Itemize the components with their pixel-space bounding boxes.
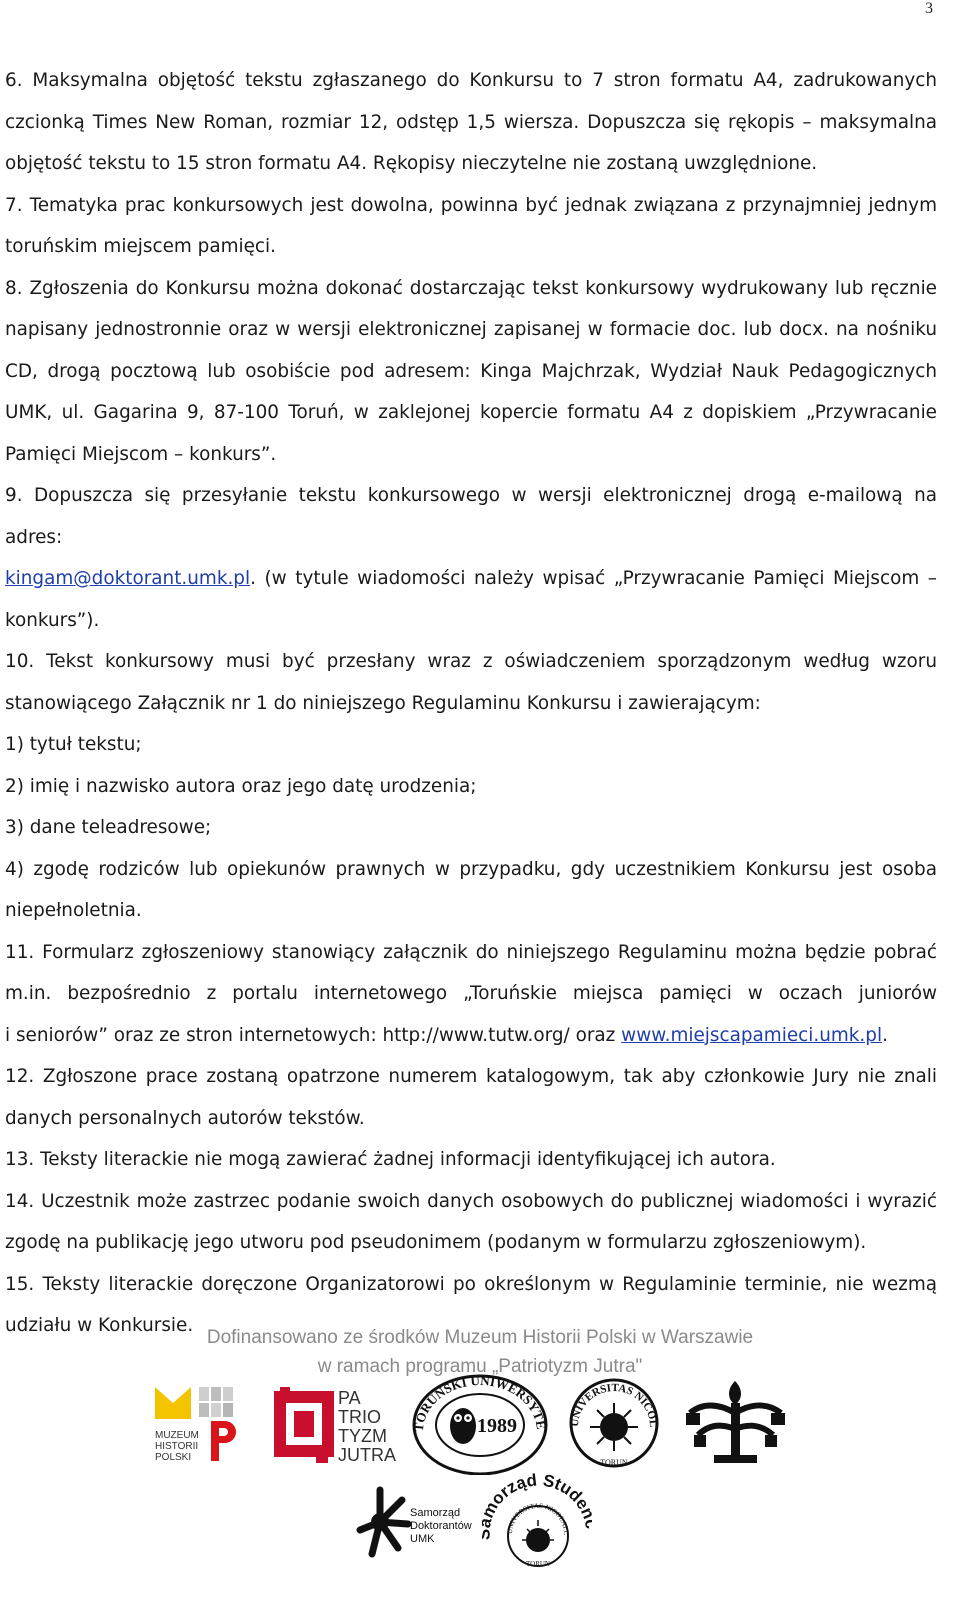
samorzad-doktorantow-logo xyxy=(358,1482,478,1562)
tree-emblem-logo xyxy=(678,1373,793,1471)
list-item-1: 1) tytuł tekstu; xyxy=(5,734,142,755)
mhp-word-3: POLSKI xyxy=(155,1452,192,1463)
paragraph-8-line-3: CD, drogą pocztową lub osobiście pod adresem: Kinga Majchrzak, Wydział Nauk Pedagogicznych xyxy=(5,360,937,382)
mhp-word-2: HISTORII xyxy=(155,1441,199,1452)
page-number: 3 xyxy=(925,0,933,17)
ss-city: TORUN xyxy=(526,1560,550,1568)
paragraph-10-line-1: 10. Tekst konkursowy musi być przesłany wraz z oświadczeniem sporządzonym według wzoru xyxy=(5,651,937,672)
utw-ring-text: TORUŃSKI UNIWERSYTE xyxy=(410,1372,550,1433)
paragraph-14-line-2: zgodę na publikację jego utworu pod pseudonimem (podanym w formularzu zgłoszeniowym). xyxy=(5,1232,867,1253)
samorzad-studencki-logo xyxy=(482,1470,592,1570)
paragraph-8-line-1: 8. Zgłoszenia do Konkursu można dokonać dostarczając tekst konkursowy wydrukowany lub ręcznie xyxy=(5,277,937,299)
paragraph-11-line-2: m.in. bezpośrednio z portalu internetowego „Toruńskie miejsca pamięci w oczach juniorów xyxy=(5,983,937,1004)
paragraph-6-line-3: objętość tekstu to 15 stron formatu A4. Rękopisy nieczytelne nie zostaną uwzględnione. xyxy=(5,153,818,174)
paragraph-8-line-5: Pamięci Miejscom – konkurs”. xyxy=(5,443,277,465)
patriotyzm-word-4: JUTRA xyxy=(338,1445,396,1465)
mhp-word-1: MUZEUM xyxy=(155,1430,199,1441)
paragraph-12-line-1: 12. Zgłoszone prace zostaną opatrzone numerem katalogowym, tak aby członkowie Jury nie znali xyxy=(5,1066,937,1087)
ss-ring-text: orząd Stude xyxy=(487,1470,592,1513)
paragraph-8-line-2: napisany jednostronnie oraz w wersji elektronicznej zapisanej w formacie doc. lub docx. na nośniku xyxy=(5,319,937,340)
sd-word-3: UMK xyxy=(410,1533,435,1545)
paragraph-15-line-1: 15. Teksty literackie doręczone Organizatorowi po określonym w Regulaminie terminie, nie wezmą xyxy=(5,1273,937,1295)
list-item-3: 3) dane teleadresowe; xyxy=(5,817,212,838)
patriotyzm-jutra-logo xyxy=(272,1385,396,1465)
paragraph-12-line-2: danych personalnych autorów tekstów. xyxy=(5,1107,365,1129)
paragraph-9-line-2 xyxy=(5,558,937,600)
ss-inner-text: UNIVERSITAS NICOLAI C xyxy=(505,1501,571,1536)
patriotyzm-word-1: PA xyxy=(338,1388,361,1408)
paragraph-6-line-1: 6. Maksymalna objętość tekstu zgłaszanego do Konkursu to 7 stron formatu A4, zadrukowanych xyxy=(5,70,937,91)
patriotyzm-word-2: TRIO xyxy=(338,1407,381,1427)
sd-word-1: Samorząd xyxy=(410,1507,461,1519)
umk-ring-text: UNIVERSITAS NICOL xyxy=(568,1381,660,1428)
utw-year: 1989 xyxy=(477,1415,517,1437)
paragraph-6-line-2: czcionką Times New Roman, rozmiar 12, odstęp 1,5 wiersza. Dopuszcza się rękopis – maksymalna xyxy=(5,111,937,133)
paragraph-9-line-3: konkurs”). xyxy=(5,609,100,631)
paragraph-11-line-1: 11. Formularz zgłoszeniowy stanowiący załącznik do niniejszego Regulaminu można będzie pobrać xyxy=(5,941,937,963)
torunski-uniwersytet-trzeciego-wieku-logo xyxy=(405,1370,555,1475)
paragraph-11-line-3 xyxy=(5,1015,937,1057)
funding-line-2: w ramach programu „Patriotyzm Jutra" xyxy=(317,1356,643,1377)
paragraph-9-text: . (w tytule wiadomości należy wpisać „Przywracanie Pamięci Miejscom – xyxy=(250,568,937,589)
paragraph-15-line-2: udziału w Konkursie. xyxy=(5,1315,194,1336)
paragraph-14-line-1: 14. Uczestnik może zastrzec podanie swoich danych osobowych do publicznej wiadomości i wyrazić xyxy=(5,1190,937,1212)
paragraph-13: 13. Teksty literackie nie mogą zawierać żadnej informacji identyfikującej ich autora. xyxy=(5,1149,776,1170)
email-link[interactable]: kingam@doktorant.umk.pl xyxy=(5,568,251,589)
document-body xyxy=(5,60,937,1347)
muzeum-historii-polski-logo xyxy=(153,1385,239,1465)
paragraph-11-text: i seniorów” oraz ze stron internetowych: http://www.tutw.org/ oraz xyxy=(5,1024,622,1046)
paragraph-10-line-2: stanowiącego Załącznik nr 1 do niniejszego Regulaminu Konkursu i zawierającym: xyxy=(5,692,761,714)
paragraph-7-line-2: toruńskim miejscem pamięci. xyxy=(5,236,277,257)
website-link[interactable]: www.miejscapamieci.umk.pl xyxy=(621,1024,883,1046)
list-item-2: 2) imię i nazwisko autora oraz jego datę urodzenia; xyxy=(5,775,477,797)
paragraph-11-period: . xyxy=(882,1024,888,1046)
paragraph-7-line-1: 7. Tematyka prac konkursowych jest dowolna, powinna być jednak związana z przynajmniej jednym xyxy=(5,194,937,216)
umk-university-seal xyxy=(568,1375,660,1471)
paragraph-8-line-4: UMK, ul. Gagarina 9, 87-100 Toruń, w zaklejonej kopercie formatu A4 z dopiskiem „Przywracanie xyxy=(5,402,937,423)
list-item-4-line-1: 4) zgodę rodziców lub opiekunów prawnych w przypadku, gdy uczestnikiem Konkursu jest osoba xyxy=(5,858,937,880)
patriotyzm-word-3: TYZM xyxy=(338,1426,387,1446)
list-item-4-line-2: niepełnoletnia. xyxy=(5,900,142,921)
umk-city: TORUN xyxy=(600,1458,628,1467)
sd-word-2: Doktorantów xyxy=(410,1520,472,1532)
funding-line-1: Dofinansowano ze środków Muzeum Historii Polski w Warszawie xyxy=(206,1327,754,1348)
paragraph-9-line-1: 9. Dopuszcza się przesyłanie tekstu konkursowego w wersji elektronicznej drogą e-mailową na adres: xyxy=(5,485,937,548)
